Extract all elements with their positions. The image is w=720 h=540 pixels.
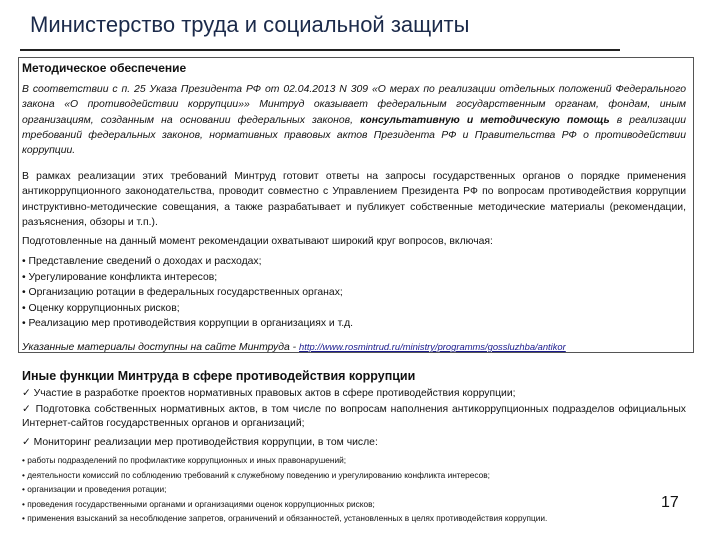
list-item: • организации и проведения ротации;: [22, 484, 167, 495]
list-item: • применения взысканий за несоблюдение запретов, ограничений и обязанностей, установленных в целях противодействия коррупции.: [22, 513, 548, 524]
list-item: • Представление сведений о доходах и расходах;: [22, 256, 262, 267]
list-item: • Урегулирование конфликта интересов;: [22, 271, 218, 283]
paragraph-decree-bold: консультативную и методическую помощь: [360, 114, 610, 126]
section-heading-methodical: Методическое обеспечение: [22, 61, 187, 75]
list-item: • Реализацию мер противодействия коррупции в организациях и т.д.: [22, 318, 354, 330]
availability-text: Указанные материалы доступны на сайте Минтруда -: [22, 342, 300, 353]
paragraph-activities: В рамках реализации этих требований Минтруд готовит ответы на запросы государственных органов о порядке применения антикоррупционного законодательства, проводит совместно с Управлением Президента РФ по вопросам противодействия коррупции инструктивно-методические совещания, а также разрабатывает и публикует собственные методические материалы (рекомендации, разъяснения, обзоры и т.п.).: [22, 171, 686, 228]
mintrud-link[interactable]: http://www.rosmintrud.ru/ministry/programms/gossluzhba/antikor: [299, 341, 566, 352]
section-heading-other-functions: Иные функции Минтруда в сфере противодействия коррупции: [22, 369, 416, 383]
paragraph-decree: [22, 82, 686, 158]
list-item: • деятельности комиссий по соблюдению требований к служебному поведению и урегулированию конфликта интересов;: [22, 469, 490, 480]
list-item: • Оценку коррупционных рисков;: [22, 302, 180, 314]
title-divider: [20, 49, 620, 51]
paragraph-recommendations: Подготовленные на данный момент рекомендации охватывают широкий круг вопросов, включая:: [22, 236, 493, 247]
list-item: • работы подразделений по профилактике коррупционных и иных правонарушений;: [22, 455, 347, 465]
check-item-drafting: ✓ Участие в разработке проектов нормативных правовых актов в сфере противодействия коррупции;: [22, 388, 516, 399]
check-item-own-acts: ✓ Подготовка собственных нормативных актов, в том числе по вопросам наполнения антикоррупционных подразделов официальных Интернет-сайтов государственных органов и организаций;: [22, 404, 686, 430]
list-item: • Организацию ротации в федеральных государственных органах;: [22, 287, 343, 299]
page-title: Министерство труда и социальной защиты: [30, 12, 470, 37]
paragraph-decree-part-b: в реализации требований федеральных законов, нормативных правовых актов Президента РФ и Правительства РФ о противодействии коррупции.: [22, 114, 687, 157]
paragraph-decree-part-a: В соответствии с п. 25 Указа Президента РФ от 02.04.2013 N 309 «О мерах по реализации отдельных положений Федерального закона «О противодействии коррупции»» Минтруд оказывает федеральным государственным органам, фондам, иным организациям, созданным на основании федеральных законов,: [22, 84, 686, 126]
check-item-monitoring: ✓ Мониторинг реализации мер противодействия коррупции, в том числе:: [22, 437, 378, 448]
list-item: • проведения государственными органами и организациями оценок коррупционных рисков;: [22, 498, 375, 509]
page-number: 17: [661, 494, 679, 511]
recommendations-list: [22, 254, 353, 332]
materials-availability: [22, 341, 566, 353]
monitoring-list: [22, 453, 547, 526]
